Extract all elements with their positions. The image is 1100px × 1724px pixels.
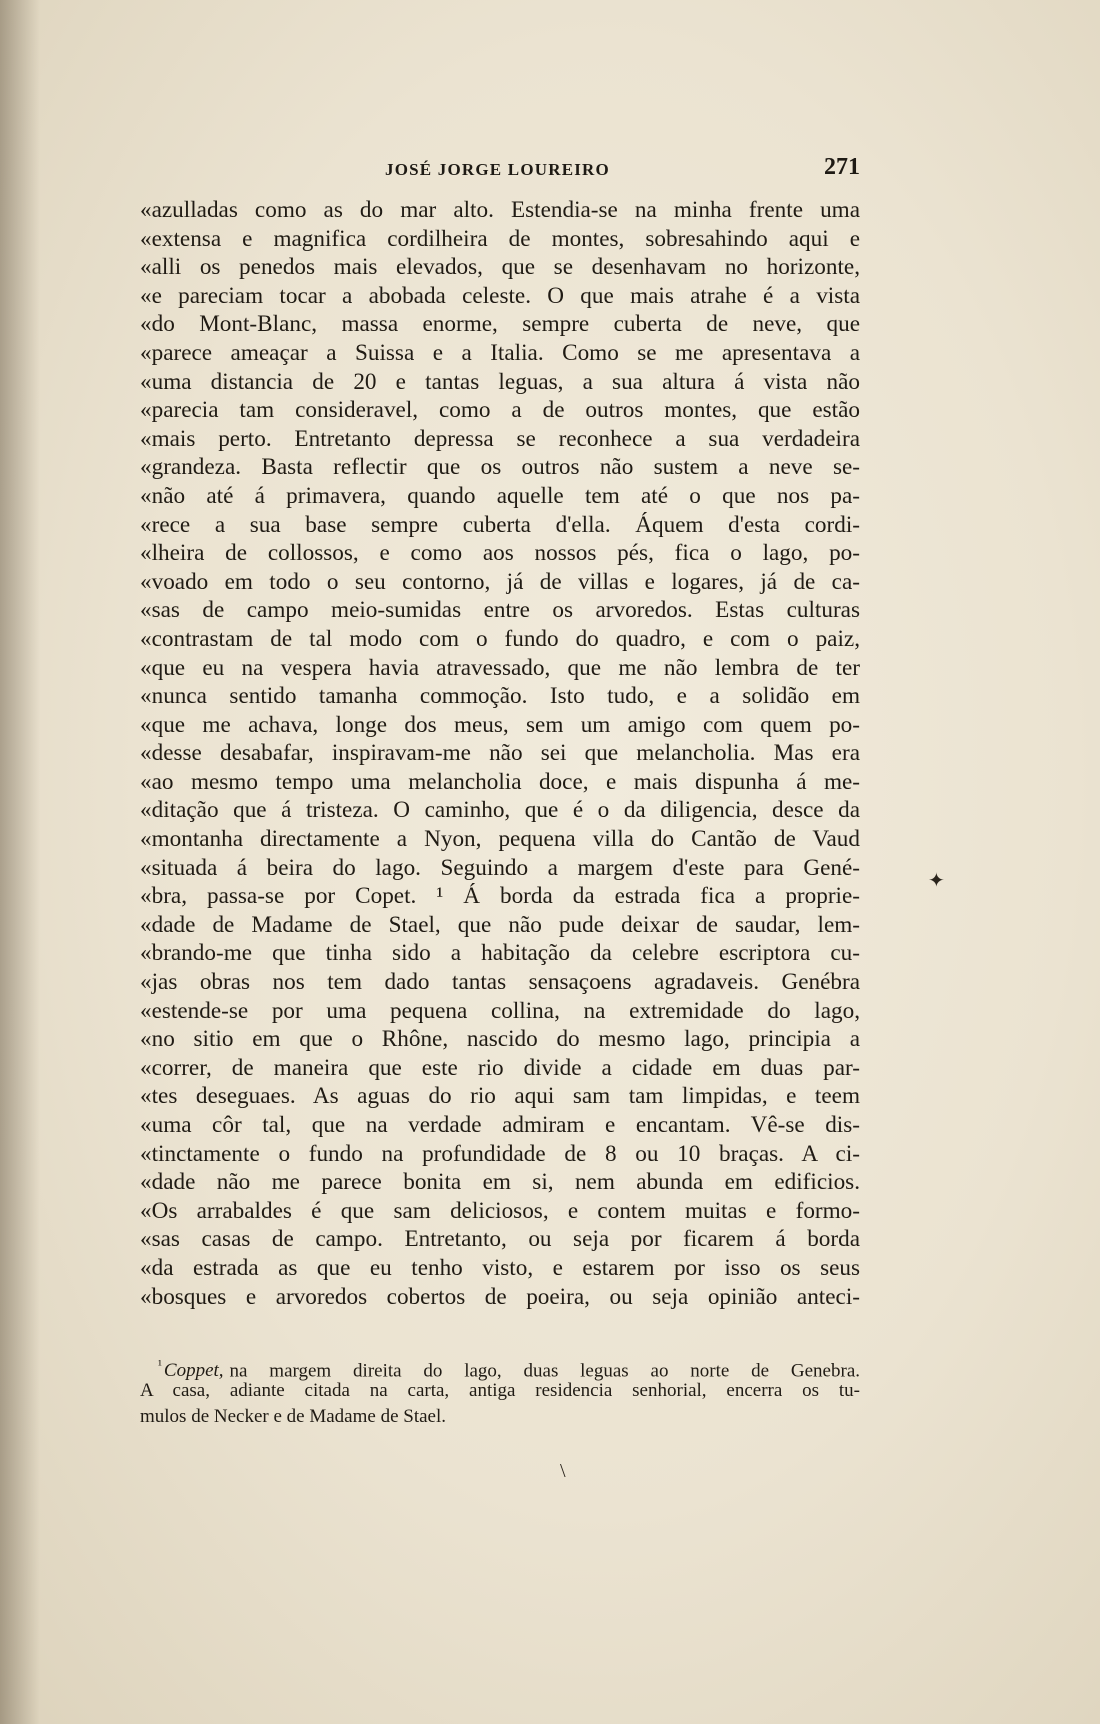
text-line: «ao mesmo tempo uma melancholia doce, e mais dispunha á me- xyxy=(140,768,860,795)
text-line: «do Mont-Blanc, massa enorme, sempre cuberta de neve, que xyxy=(140,311,860,338)
text-line: «estende-se por uma pequena collina, na extremidade do lago, xyxy=(140,997,860,1024)
text-line: «nunca sentido tamanha commoção. Isto tudo, e a solidão em xyxy=(140,683,860,710)
text-line: «no sitio em que o Rhône, nascido do mesmo lago, principia a xyxy=(140,1026,860,1053)
text-line: «tes deseguaes. As aguas do rio aqui sam tam limpidas, e teem xyxy=(140,1083,860,1110)
page-edge-shadow xyxy=(0,0,40,1724)
text-line: «brando-me que tinha sido a habitação da celebre escriptora cu- xyxy=(140,940,860,967)
text-line: «lheira de collossos, e como aos nossos pés, fica o lago, po- xyxy=(140,540,860,567)
footnote xyxy=(140,1352,860,1430)
page-number: 271 xyxy=(824,154,860,180)
text-line: «uma distancia de 20 e tantas leguas, a sua altura á vista não xyxy=(140,368,860,395)
text-line: «rece a sua base sempre cuberta d'ella. Áquem d'esta cordi- xyxy=(140,511,860,538)
text-line: «parecia tam consideravel, como a de outros montes, que estão xyxy=(140,397,860,424)
text-line: «desse desabafar, inspiravam-me não sei que melancholia. Mas era xyxy=(140,740,860,767)
footnote-line: mulos de Necker e de Madame de Stael. xyxy=(140,1406,446,1427)
text-line: «montanha directamente a Nyon, pequena villa do Cantão de Vaud xyxy=(140,826,860,853)
text-line: «ditação que á tristeza. O caminho, que é o da diligencia, desce da xyxy=(140,797,860,824)
text-line: «e pareciam tocar a abobada celeste. O que mais atrahe é a vista xyxy=(140,282,860,309)
text-line: «bosques e arvoredos cobertos de poeira, ou seja opinião anteci- xyxy=(140,1283,860,1310)
text-line: «grandeza. Basta reflectir que os outros não sustem a neve se- xyxy=(140,454,860,481)
footnote-text: na margem direita do lago, duas leguas ao norte de Genebra. xyxy=(229,1360,860,1382)
text-line: «da estrada as que eu tenho visto, e estarem por isso os seus xyxy=(140,1254,860,1281)
text-line: «jas obras nos tem dado tantas sensaçoens agradaveis. Genébra xyxy=(140,969,860,996)
ink-speck: ✦ xyxy=(928,870,945,892)
text-line: «tinctamente o fundo na profundidade de 8 ou 10 braças. A ci- xyxy=(140,1140,860,1167)
text-line: «correr, de maneira que este rio divide a cidade em duas par- xyxy=(140,1054,860,1081)
text-line: «dade de Madame de Stael, que não pude deixar de saudar, lem- xyxy=(140,911,860,938)
footnote-line: A casa, adiante citada na carta, antiga residencia senhorial, encerra os tu- xyxy=(140,1380,860,1401)
text-line: «contrastam de tal modo com o fundo do quadro, e com o paiz, xyxy=(140,625,860,652)
text-line: «extensa e magnifica cordilheira de montes, sobresahindo aqui e xyxy=(140,225,860,252)
text-line: «não até á primavera, quando aquelle tem até o que nos pa- xyxy=(140,482,860,509)
text-line: «azulladas como as do mar alto. Estendia-se na minha frente uma xyxy=(140,197,860,223)
text-line: «voado em todo o seu contorno, já de villas e logares, já de ca- xyxy=(140,568,860,595)
text-line: «sas de campo meio-sumidas entre os arvoredos. Estas culturas xyxy=(140,597,860,624)
page-header xyxy=(140,154,860,188)
footnote-marker: ¹ xyxy=(158,1357,162,1372)
text-line: «que me achava, longe dos meus, sem um amigo com quem po- xyxy=(140,711,860,738)
footnote-line xyxy=(140,1352,860,1382)
text-line: «bra, passa-se por Copet. ¹ Á borda da estrada fica a proprie- xyxy=(140,883,860,910)
ink-speck: \ xyxy=(560,1460,566,1482)
text-line: «Os arrabaldes é que sam deliciosos, e contem muitas e formo- xyxy=(140,1197,860,1224)
text-line: «situada á beira do lago. Seguindo a margem d'este para Gené- xyxy=(140,854,860,881)
text-line: «alli os penedos mais elevados, que se desenhavam no horizonte, xyxy=(140,254,860,281)
body-text xyxy=(140,196,860,1311)
text-line: «uma côr tal, que na verdade admiram e encantam. Vê-se dis- xyxy=(140,1112,860,1138)
text-line: «mais perto. Entretanto depressa se reconhece a sua verdadeira xyxy=(140,425,860,452)
text-line: «que eu na vespera havia atravessado, que me não lembra de ter xyxy=(140,654,860,681)
text-line: «sas casas de campo. Entretanto, ou seja por ficarem á borda xyxy=(140,1226,860,1253)
running-head: JOSÉ JORGE LOUREIRO xyxy=(385,160,610,179)
footnote-title: Coppet, xyxy=(163,1360,224,1382)
text-line: «dade não me parece bonita em si, nem abunda em edificios. xyxy=(140,1169,860,1196)
text-line: «parece ameaçar a Suissa e a Italia. Como se me apresentava a xyxy=(140,339,860,366)
